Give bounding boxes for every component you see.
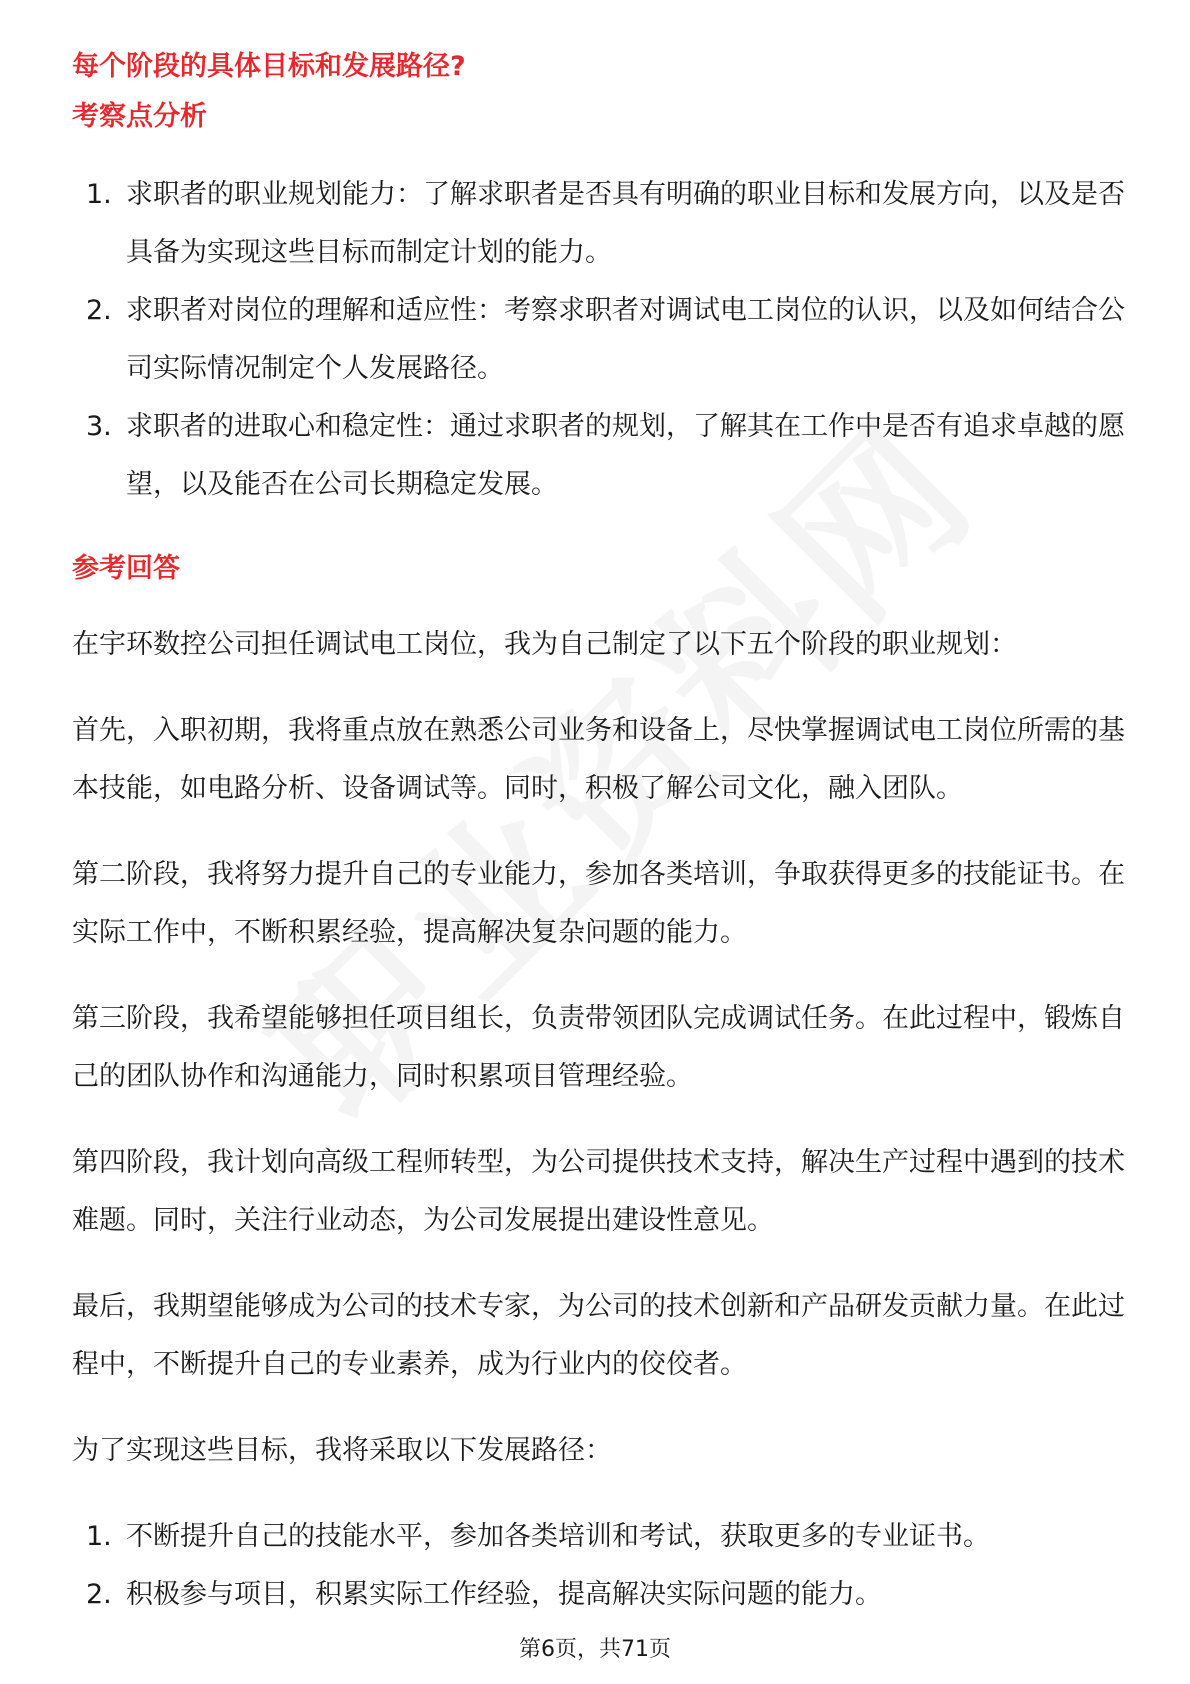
paragraph: 在宇环数控公司担任调试电工岗位，我为自己制定了以下五个阶段的职业规划： [72,629,1017,660]
list-item [72,1566,1132,1624]
list-item [72,282,1132,398]
paragraph: 第二阶段，我将努力提升自己的专业能力，参加各类培训，争取获得更多的技能证书。在实际工作中，不断积累经验，提高解决复杂问题的能力。 [72,859,1125,948]
list-item-text: 不断提升自己的技能水平，参加各类培训和考试，获取更多的专业证书。 [126,1521,990,1552]
page-footer: 第6页，共71页 [519,1637,671,1662]
paragraph: 最后，我期望能够成为公司的技术专家，为公司的技术创新和产品研发贡献力量。在此过程中，不断提升自己的专业素养，成为行业内的佼佼者。 [72,1291,1125,1380]
list-item-text: 积极参与项目，积累实际工作经验，提高解决实际问题的能力。 [126,1579,882,1610]
list-item-text: 求职者的职业规划能力：了解求职者是否具有明确的职业目标和发展方向，以及是否具备为实现这些目标而制定计划的能力。 [126,179,1125,268]
list-item-number: 1. [86,179,112,210]
list-item [72,166,1132,282]
page-content [72,48,1132,1624]
paragraph: 首先，入职初期，我将重点放在熟悉公司业务和设备上，尽快掌握调试电工岗位所需的基本技能，如电路分析、设备调试等。同时，积极了解公司文化，融入团队。 [72,715,1125,804]
list-item-text: 求职者的进取心和稳定性：通过求职者的规划，了解其在工作中是否有追求卓越的愿望，以及能否在公司长期稳定发展。 [126,411,1125,500]
analysis-heading: 考察点分析 [72,101,207,132]
paragraph: 第三阶段，我希望能够担任项目组长，负责带领团队完成调试任务。在此过程中，锻炼自己的团队协作和沟通能力，同时积累项目管理经验。 [72,1003,1125,1092]
list-item-number: 1. [86,1521,112,1552]
page-title: 每个阶段的具体目标和发展路径? [72,51,466,82]
list-item-number: 3. [86,411,112,442]
answer-heading: 参考回答 [72,553,180,584]
paragraph: 为了实现这些目标，我将采取以下发展路径： [72,1435,612,1466]
list-item-number: 2. [86,1579,112,1610]
analysis-list [72,166,1132,514]
path-list [72,1508,1132,1624]
list-item [72,398,1132,514]
list-item [72,1508,1132,1566]
list-item-number: 2. [86,295,112,326]
list-item-text: 求职者对岗位的理解和适应性：考察求职者对调试电工岗位的认识，以及如何结合公司实际情况制定个人发展路径。 [126,295,1125,384]
paragraph: 第四阶段，我计划向高级工程师转型，为公司提供技术支持，解决生产过程中遇到的技术难题。同时，关注行业动态，为公司发展提出建设性意见。 [72,1147,1125,1236]
